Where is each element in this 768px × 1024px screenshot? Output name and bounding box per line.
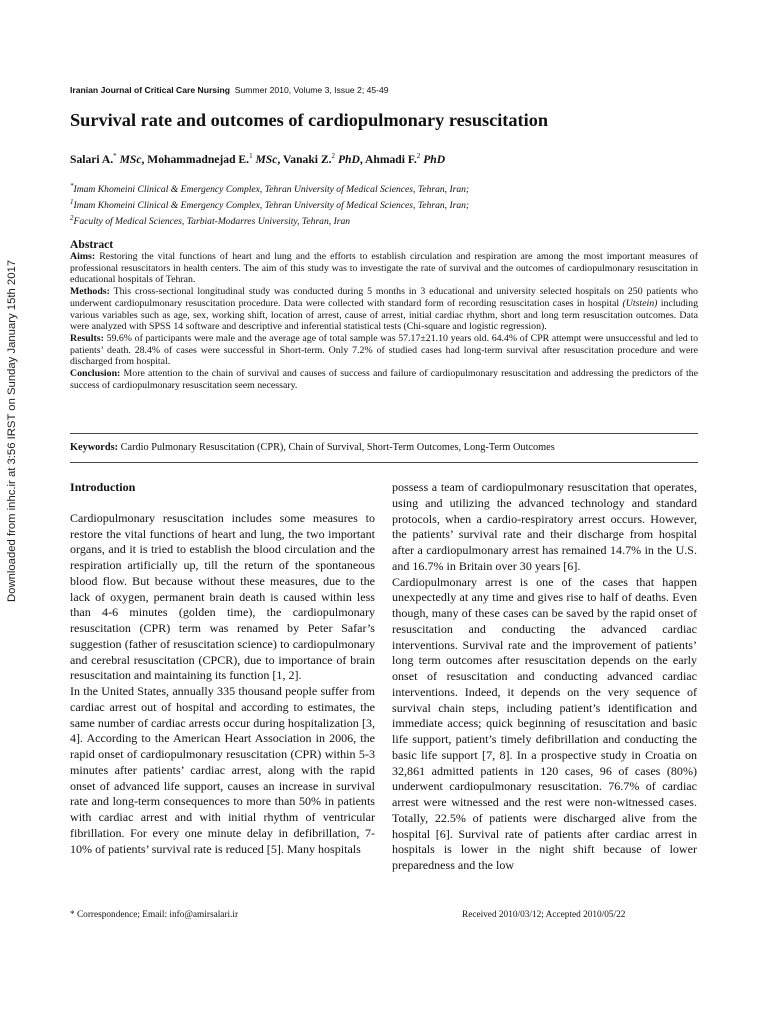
abstract <box>70 238 698 391</box>
body-paragraph: possess a team of cardiopulmonary resuscitation that operates, using and utilizing the advanced technology and standard protocols, when a cardio-respiratory arrest occurs. However, the patients’ survival rate and their discharge from hospital after a cardiopulmonary arrest has remained 14.7% in the U.S. and 16.7% in Britain over 30 years [6]. <box>392 480 697 573</box>
download-note: Downloaded from inhc.ir at 3:56 IRST on Sunday January 15th 2017 <box>6 259 18 602</box>
body-paragraph: In the United States, annually 335 thousand people suffer from cardiac arrest out of hospital and according to estimates, the same number of cardiac arrests occur during hospitalization [3, 4]. According to the American Heart Association in 2006, the rapid onset of cardiopulmonary resuscitation (CPR) within 5-3 minutes after patients’ cardiac arrest, along with the rapid onset of advanced life support, causes an increase in survival rate and long-term consequences to more than 50% in patients with cardiac arrest and with initial rhythm of ventricular fibrillation. For every one minute delay in defibrillation, 7-10% of patients’ survival rate is reduced [5]. Many hospitals <box>70 684 375 856</box>
author-sup: 1 <box>249 152 253 160</box>
body-paragraph: Cardiopulmonary arrest is one of the cases that happen unexpectedly at any time and gives rise to half of deaths. Even though, many of these cases can be saved by the rapid onset of resuscitation and conducting the advanced cardiac interventions. Survival rate and the improvement of patients’ long term outcomes after resuscitation depends on the early onset of resuscitation and conducting advanced cardiac interventions. Indeed, it depends on the very sequence of survival chain steps, including patient’s identification and immediate access; quick beginning of resuscitation and basic life support, patient’s timely defibrillation and conducting the basic life support [7, 8]. In a prospective study in Croatia on 32,861 admitted patients in 120 cases, 96 of cases (80%) underwent cardiopulmonary resuscitation. 76.7% of cardiac arrest were witnessed and the rest were non-witnessed cases. Totally, 22.5% of patients were discharged alive from the hospital [6]. Survival rate of patients after cardiac arrest in hospitals is lower in the night shift because of lower preparedness and the low <box>392 574 697 872</box>
journal-issue: Summer 2010, Volume 3, Issue 2; 45-49 <box>234 85 389 95</box>
body-column-right <box>392 480 697 874</box>
affiliation: *Imam Khomeini Clinical & Emergency Complex, Tehran University of Medical Sciences, Tehran, Iran; <box>70 182 470 196</box>
article-title: Survival rate and outcomes of cardiopulmonary resuscitation <box>70 110 549 130</box>
abstract-methods: Methods: This cross-sectional longitudinal study was conducted during 5 months in 3 educational and university selected hospitals on 250 patients who underwent cardiopulmonary resuscitation procedure. Data were collected with standard form of recording resuscitation cases in hospital (Utstein) including various variables such as age, sex, working shift, location of arrest, cause of arrest, initial cardiac rhythm, short and long term resuscitation outcomes. Data were analyzed with SPSS 14 software and descriptive and inferential statistical tests (Chi-square and logistic regression). <box>70 286 698 333</box>
body-column-left <box>70 480 375 857</box>
keywords <box>70 442 555 453</box>
keywords-text: Cardio Pulmonary Resuscitation (CPR), Chain of Survival, Short-Term Outcomes, Long-Term Outcomes <box>120 442 555 453</box>
author-name: Vanaki Z. <box>282 152 332 166</box>
received-dates: Received 2010/03/12; Accepted 2010/05/22 <box>462 910 626 920</box>
affiliation: $^2$Faculty of Medical Sciences, Tarbiat-Modarres University, Tehran, Iran <box>70 214 351 228</box>
abstract-heading: Abstract <box>70 238 114 251</box>
abstract-aims: Aims: Restoring the vital functions of heart and lung and the efforts to establish circulation and respiration are among the most important measures of professional resuscitators in health centers. The aim of this study was to investigate the rate of survival and the outcomes of cardiopulmonary resuscitation in educational hospitals of Tehran. <box>70 251 699 286</box>
divider <box>70 462 698 463</box>
divider <box>70 433 698 434</box>
author-degree: PhD <box>337 152 360 166</box>
abstract-results: Results: 59.6% of participants were male and the average age of total sample was 57.17±21.10 years old. 64.4% of CPR attempt were unsuccessful and led to patients’ death. 28.4% of cases were successful in Short-term. Only 7.2% of studied cases had long-term survival after resuscitation procedure and were discharged from hospital. <box>70 332 698 368</box>
author-name: Salari A. <box>70 152 114 166</box>
author-degree: PhD <box>423 152 446 166</box>
author-sup: 2 <box>416 152 421 160</box>
keywords-label: Keywords: <box>70 442 119 453</box>
body-paragraph: Cardiopulmonary resuscitation includes some measures to restore the vital functions of heart and lung, the two important organs, and it is tried to establish the blood circulation and the respiration artificially up, till the return of the spontaneous blood flow. But because without these measures, due to the lack of oxygen, permanent brain death is caused within less than 4-6 minutes (golden time), the cardiopulmonary resuscitation (CPR) term was renamed by Peter Safar’s suggestion (father of resuscitation science) to cardiopulmonary and cerebral resuscitation (CPCR), due to importance of brain resuscitation and maintaining its function [1, 2]. <box>70 510 375 683</box>
correspondence-note: * Correspondence; Email: info@amirsalari.ir <box>70 910 239 920</box>
author-sup: * <box>113 152 117 160</box>
author-list: Salari A.* MSc, Mohammadnejad E.$^1$ MSc, Vanaki Z.$^2$ PhD, Ahmadi F.$^2$ PhD <box>70 152 446 166</box>
author-degree: MSc <box>255 152 278 166</box>
journal-header <box>70 85 389 95</box>
abstract-conclusion: Conclusion: More attention to the chain of survival and causes of success and failure of cardiopulmonary resuscitation and addressing the predictors of the success of cardiopulmonary resuscitation seem necessary. <box>70 368 698 391</box>
journal-name: Iranian Journal of Critical Care Nursing <box>70 85 230 95</box>
author-name: Ahmadi F. <box>365 152 417 166</box>
author-degree: MSc <box>119 152 142 166</box>
affiliation: $^1$Imam Khomeini Clinical & Emergency Complex, Tehran University of Medical Sciences, Tehran, Iran; <box>70 198 470 212</box>
author-name: Mohammadnejad E. <box>147 152 250 166</box>
section-heading-introduction: Introduction <box>70 480 136 494</box>
author-sup: 2 <box>331 152 336 160</box>
affiliation-list <box>70 180 469 229</box>
